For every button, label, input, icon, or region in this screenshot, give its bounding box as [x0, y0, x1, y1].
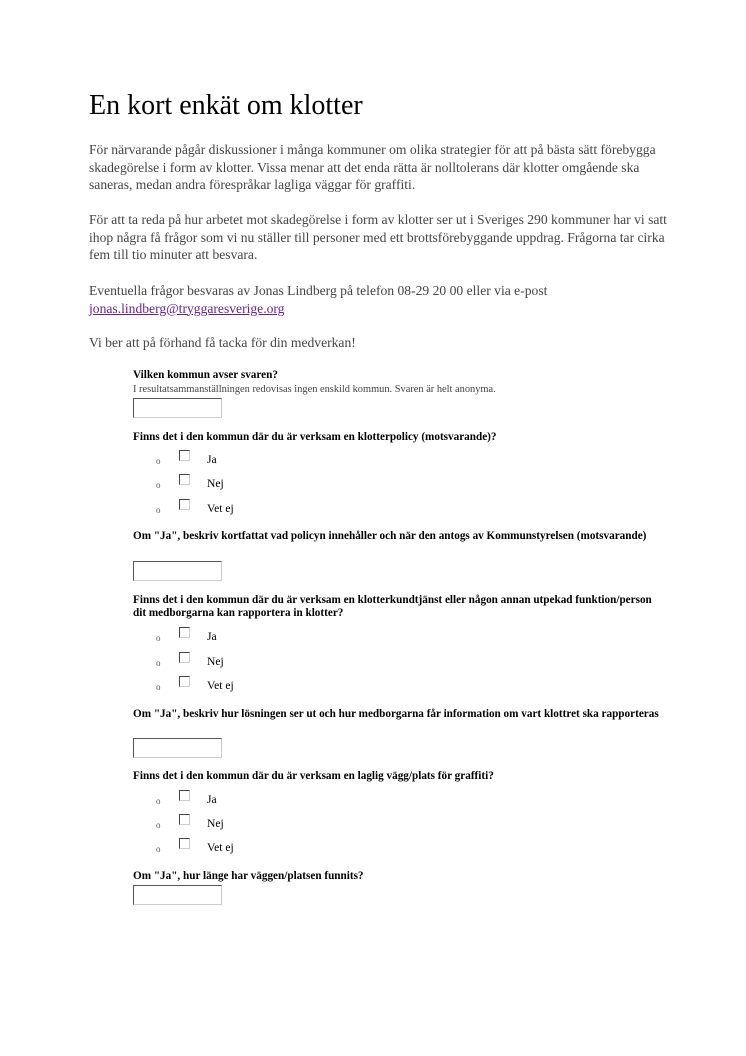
option-label: Ja	[207, 453, 217, 466]
policy-option-nej[interactable]	[156, 474, 276, 492]
question-solution-description-label: Om "Ja", beskriv hur lösningen ser ut och hur medborgarna får information om vart klottret ska rapporteras	[133, 708, 659, 720]
kommun-input[interactable]	[133, 398, 222, 418]
solution-description-input[interactable]	[133, 738, 222, 758]
kundtjanst-option-ja[interactable]	[156, 627, 276, 645]
vagg-duration-input[interactable]	[133, 885, 222, 905]
vagg-option-vet-ej[interactable]	[156, 838, 276, 856]
question-policy-label: Finns det i den kommun där du är verksam en klotterpolicy (motsvarande)?	[133, 431, 497, 443]
policy-vet-ej-checkbox[interactable]	[179, 499, 190, 510]
bullet-icon: o	[156, 820, 161, 830]
option-label: Vet ej	[207, 679, 234, 692]
policy-description-input[interactable]	[133, 561, 222, 581]
question-kommun-help: I resultatsammanställningen redovisas ingen enskild kommun. Svaren är helt anonyma.	[133, 384, 496, 395]
kundtjanst-ja-checkbox[interactable]	[179, 627, 190, 638]
option-label: Nej	[207, 477, 224, 490]
kundtjanst-vet-ej-checkbox[interactable]	[179, 676, 190, 687]
kundtjanst-option-vet-ej[interactable]	[156, 676, 276, 694]
option-label: Nej	[207, 655, 224, 668]
question-kommun-label: Vilken kommun avser svaren?	[133, 369, 278, 381]
bullet-icon: o	[156, 796, 161, 806]
vagg-nej-checkbox[interactable]	[179, 814, 190, 825]
vagg-option-ja[interactable]	[156, 790, 276, 808]
option-label: Vet ej	[207, 841, 234, 854]
intro-paragraph-4: Vi ber att på förhand få tacka för din medverkan!	[89, 335, 356, 350]
kundtjanst-nej-checkbox[interactable]	[179, 652, 190, 663]
intro-paragraph-3	[89, 282, 669, 317]
policy-nej-checkbox[interactable]	[179, 474, 190, 485]
bullet-icon: o	[156, 633, 161, 643]
bullet-icon: o	[156, 682, 161, 692]
intro-paragraph-1: För närvarande pågår diskussioner i många kommuner om olika strategier för att på bästa sätt förebygga skadegörelse i form av klotter. Vissa menar att det enda rätta är nolltolerans där klotter omgående ska saneras, medan andra förespråkar lagliga väggar för graffiti.	[89, 142, 656, 192]
question-klotterkundtjanst-label: Finns det i den kommun där du är verksam en klotterkundtjänst eller någon annan utpekad funktion/person dit medborgarna kan rapportera in klotter?	[133, 594, 652, 619]
option-label: Nej	[207, 817, 224, 830]
contact-email-link[interactable]: jonas.lindberg@tryggaresverige.org	[89, 300, 285, 316]
policy-option-ja[interactable]	[156, 450, 276, 468]
option-label: Ja	[207, 793, 217, 806]
bullet-icon: o	[156, 480, 161, 490]
vagg-ja-checkbox[interactable]	[179, 790, 190, 801]
bullet-icon: o	[156, 658, 161, 668]
bullet-icon: o	[156, 844, 161, 854]
page-title: En kort enkät om klotter	[89, 90, 363, 121]
contact-text: Eventuella frågor besvaras av Jonas Lindberg på telefon 08-29 20 00 eller via e-post	[89, 283, 548, 298]
policy-option-vet-ej[interactable]	[156, 499, 276, 517]
option-label: Ja	[207, 630, 217, 643]
question-policy-description-label: Om "Ja", beskriv kortfattat vad policyn innehåller och när den antogs av Kommunstyrelsen (motsvarande)	[133, 530, 647, 542]
question-vagg-duration-label: Om "Ja", hur länge har väggen/platsen funnits?	[133, 870, 364, 882]
kundtjanst-option-nej[interactable]	[156, 652, 276, 670]
vagg-vet-ej-checkbox[interactable]	[179, 838, 190, 849]
policy-ja-checkbox[interactable]	[179, 450, 190, 461]
bullet-icon: o	[156, 456, 161, 466]
question-laglig-vagg-label: Finns det i den kommun där du är verksam en laglig vägg/plats för graffiti?	[133, 770, 494, 782]
vagg-option-nej[interactable]	[156, 814, 276, 832]
bullet-icon: o	[156, 505, 161, 515]
option-label: Vet ej	[207, 502, 234, 515]
intro-paragraph-2: För att ta reda på hur arbetet mot skadegörelse i form av klotter ser ut i Sveriges 290 kommuner har vi satt ihop några få frågor som vi nu ställer till personer med ett brottsförebyggande uppdrag. Frågorna tar cirka fem till tio minuter att besvara.	[89, 212, 667, 262]
